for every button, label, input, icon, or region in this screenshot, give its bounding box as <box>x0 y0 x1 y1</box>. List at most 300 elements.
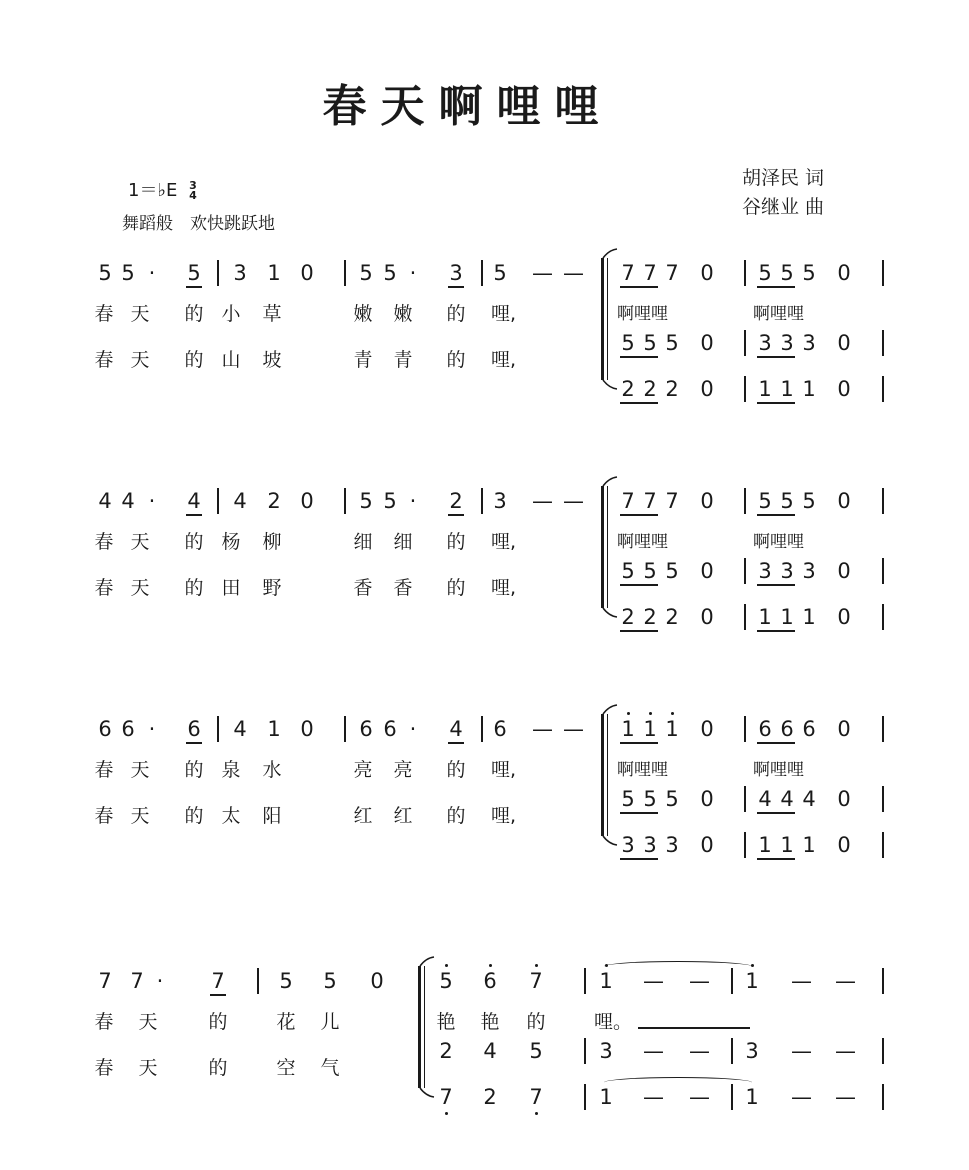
chorus-lower-note: 1 <box>802 377 816 401</box>
chorus-middle-note: 0 <box>700 787 714 811</box>
chorus-lower-note: 0 <box>837 605 851 629</box>
eighth-underline <box>757 402 795 404</box>
chorus-lower-note: 2 <box>483 1085 497 1109</box>
eighth-underline <box>620 286 658 288</box>
melody-note: 0 <box>300 717 314 741</box>
chorus-upper-note: 0 <box>837 489 851 513</box>
chorus-lower-note: 1 <box>745 1085 759 1109</box>
chorus-upper-note: 5 <box>802 489 816 513</box>
barline <box>584 968 586 994</box>
chorus-lower-note: 1 <box>599 1085 613 1109</box>
dotted-note-dot: · <box>148 261 156 285</box>
bracket-curl <box>601 834 621 846</box>
chorus-middle-note: — <box>689 1039 710 1063</box>
high-octave-dot <box>627 712 630 715</box>
chorus-upper-note: 7 <box>665 489 679 513</box>
lyric-char: 天 <box>138 1057 158 1079</box>
lyric-char: 天 <box>130 577 150 599</box>
barline <box>744 604 746 630</box>
eighth-underline <box>620 356 658 358</box>
system-bracket <box>601 714 604 836</box>
system-bracket-line <box>607 714 608 836</box>
system-bracket-line <box>607 258 608 380</box>
bracket-curl <box>601 704 621 716</box>
barline <box>882 376 884 402</box>
lyric-char: 气 <box>320 1057 340 1079</box>
chorus-lower-note: 7 <box>529 1085 543 1109</box>
chorus-lower-note: 7 <box>439 1085 453 1109</box>
lyric-char: 的 <box>446 805 466 827</box>
chorus-lower-note: 2 <box>665 377 679 401</box>
chorus-middle-note: 0 <box>700 331 714 355</box>
time-sig-bottom: 4 <box>189 189 197 202</box>
chorus-upper-note: 0 <box>700 717 714 741</box>
melody-note: 2 <box>449 489 463 513</box>
chorus-middle-note: 5 <box>621 559 635 583</box>
barline <box>217 716 219 742</box>
lyric-char: 的 <box>184 759 204 781</box>
melody-note: 4 <box>233 489 247 513</box>
lyric-char: 细 <box>353 531 373 553</box>
eighth-underline <box>757 514 795 516</box>
melody-note: 6 <box>383 717 397 741</box>
eighth-underline <box>448 514 464 516</box>
key-signature <box>128 176 197 202</box>
lyric-char: 艳 <box>480 1011 500 1033</box>
melody-note: 0 <box>370 969 384 993</box>
lyricist-credit: 胡泽民 词 <box>742 167 825 189</box>
barline <box>731 1084 733 1110</box>
chorus-lower-note: 2 <box>621 377 635 401</box>
bracket-curl <box>601 248 621 260</box>
tie-arc <box>604 1077 752 1088</box>
barline <box>731 1038 733 1064</box>
chorus-lower-note: 2 <box>643 605 657 629</box>
barline <box>882 330 884 356</box>
barline <box>882 786 884 812</box>
chorus-upper-note: 6 <box>780 717 794 741</box>
dotted-note-dot: · <box>409 489 417 513</box>
chorus-upper-note: 7 <box>643 261 657 285</box>
lyric-char: 天 <box>130 303 150 325</box>
chorus-middle-note: 3 <box>780 559 794 583</box>
melody-note: 5 <box>279 969 293 993</box>
melody-note: — <box>563 489 584 513</box>
lyric-char: 杨 <box>221 531 241 553</box>
melody-note: 1 <box>267 717 281 741</box>
lyric-char: 嫩 <box>353 303 373 325</box>
lyric-char: 红 <box>393 805 413 827</box>
chorus-middle-note: 5 <box>643 331 657 355</box>
eighth-underline <box>186 742 202 744</box>
high-octave-dot <box>445 964 448 967</box>
system-bracket <box>418 966 421 1088</box>
barline <box>744 716 746 742</box>
chorus-refrain-lyric: 啊哩哩 <box>753 304 804 324</box>
lyric-char: 山 <box>221 349 241 371</box>
chorus-lower-note: — <box>689 1085 710 1109</box>
chorus-upper-note: 5 <box>439 969 453 993</box>
chorus-lower-note: 1 <box>802 833 816 857</box>
eighth-underline <box>620 858 658 860</box>
chorus-upper-note: — <box>835 969 856 993</box>
chorus-lower-note: 0 <box>700 377 714 401</box>
lyric-char: 青 <box>353 349 373 371</box>
chorus-lower-note: 1 <box>802 605 816 629</box>
eighth-underline <box>186 286 202 288</box>
chorus-middle-note: 0 <box>837 559 851 583</box>
lyric-char: 嫩 <box>393 303 413 325</box>
chorus-middle-note: 0 <box>837 787 851 811</box>
barline <box>344 488 346 514</box>
barline <box>882 558 884 584</box>
chorus-upper-note: 5 <box>758 489 772 513</box>
eighth-underline <box>757 812 795 814</box>
chorus-middle-note: 3 <box>758 559 772 583</box>
chorus-upper-note: 7 <box>621 261 635 285</box>
lyric-char: 柳 <box>262 531 282 553</box>
chorus-lower-note: 1 <box>758 833 772 857</box>
lyric-char: 哩, <box>491 303 517 325</box>
chorus-upper-note: 6 <box>802 717 816 741</box>
lyric-char: 草 <box>262 303 282 325</box>
chorus-refrain-lyric: 啊哩哩 <box>617 760 668 780</box>
chorus-middle-note: 5 <box>643 787 657 811</box>
lyric-char: 空 <box>276 1057 296 1079</box>
song-title: 春天啊哩哩 <box>322 81 613 132</box>
chorus-lower-note: 0 <box>837 377 851 401</box>
chorus-lower-note: — <box>835 1085 856 1109</box>
eighth-underline <box>620 402 658 404</box>
chorus-upper-note: 1 <box>745 969 759 993</box>
low-octave-dot <box>535 1112 538 1115</box>
barline <box>217 488 219 514</box>
lyric-char: 儿 <box>320 1011 340 1033</box>
melody-note: 3 <box>233 261 247 285</box>
chorus-middle-note: 4 <box>780 787 794 811</box>
dotted-note-dot: · <box>156 969 164 993</box>
lyric-char: 春 <box>94 805 114 827</box>
chorus-lower-note: 1 <box>780 605 794 629</box>
high-octave-dot <box>535 964 538 967</box>
lyric-char: 的 <box>184 349 204 371</box>
lyric-char: 哩。 <box>594 1011 633 1033</box>
melody-note: 4 <box>121 489 135 513</box>
chorus-upper-note: 6 <box>483 969 497 993</box>
lyric-char: 的 <box>446 577 466 599</box>
lyric-char: 的 <box>446 531 466 553</box>
chorus-upper-note: — <box>689 969 710 993</box>
chorus-refrain-lyric: 啊哩哩 <box>753 532 804 552</box>
eighth-underline <box>757 630 795 632</box>
barline <box>217 260 219 286</box>
barline <box>584 1084 586 1110</box>
chorus-upper-note: 5 <box>780 489 794 513</box>
dotted-note-dot: · <box>148 489 156 513</box>
bracket-curl <box>418 956 438 968</box>
lyric-char: 春 <box>94 303 114 325</box>
lyric-char: 细 <box>393 531 413 553</box>
barline <box>882 832 884 858</box>
melody-note: 5 <box>187 261 201 285</box>
melody-note: 0 <box>300 489 314 513</box>
barline <box>744 786 746 812</box>
system-bracket-line <box>424 966 425 1088</box>
melody-note: 4 <box>449 717 463 741</box>
chorus-lower-note: 0 <box>700 833 714 857</box>
chorus-middle-note: 3 <box>745 1039 759 1063</box>
melody-note: 5 <box>359 261 373 285</box>
dotted-note-dot: · <box>148 717 156 741</box>
melody-note: — <box>532 489 553 513</box>
chorus-lower-note: — <box>643 1085 664 1109</box>
barline <box>744 488 746 514</box>
system-bracket <box>601 258 604 380</box>
lyric-char: 哩, <box>491 577 517 599</box>
high-octave-dot <box>671 712 674 715</box>
lyric-char: 太 <box>221 805 241 827</box>
melody-note: 4 <box>187 489 201 513</box>
lyric-char: 哩, <box>491 759 517 781</box>
chorus-middle-note: 0 <box>837 331 851 355</box>
barline <box>481 260 483 286</box>
eighth-underline <box>620 630 658 632</box>
bracket-curl <box>601 606 621 618</box>
lyric-char: 野 <box>262 577 282 599</box>
chorus-lower-note: 1 <box>758 605 772 629</box>
chorus-middle-note: 3 <box>758 331 772 355</box>
melody-note: 5 <box>493 261 507 285</box>
chorus-upper-note: 7 <box>665 261 679 285</box>
lyric-char: 的 <box>184 303 204 325</box>
eighth-underline <box>620 584 658 586</box>
chorus-middle-note: 5 <box>643 559 657 583</box>
chorus-lower-note: 0 <box>700 605 714 629</box>
barline <box>882 716 884 742</box>
lyric-char: 的 <box>526 1011 546 1033</box>
bracket-curl <box>601 476 621 488</box>
melody-note: 6 <box>493 717 507 741</box>
lyric-char: 阳 <box>262 805 282 827</box>
chorus-lower-note: 2 <box>621 605 635 629</box>
lyric-char: 的 <box>184 577 204 599</box>
chorus-lower-note: 0 <box>837 833 851 857</box>
time-signature <box>189 181 197 201</box>
chorus-middle-note: 4 <box>483 1039 497 1063</box>
barline <box>744 330 746 356</box>
chorus-upper-note: 1 <box>643 717 657 741</box>
chorus-lower-note: 3 <box>643 833 657 857</box>
time-sig-top: 3 <box>189 179 197 192</box>
barline <box>257 968 259 994</box>
lyric-char: 的 <box>446 303 466 325</box>
chorus-middle-note: 3 <box>802 331 816 355</box>
lyric-char: 春 <box>94 349 114 371</box>
chorus-upper-note: 7 <box>643 489 657 513</box>
lyric-char: 天 <box>130 349 150 371</box>
barline <box>882 968 884 994</box>
barline <box>882 260 884 286</box>
lyric-char: 哩, <box>491 349 517 371</box>
lyric-char: 香 <box>393 577 413 599</box>
lyric-char: 春 <box>94 759 114 781</box>
lyric-char: 的 <box>184 531 204 553</box>
chorus-middle-note: 5 <box>529 1039 543 1063</box>
chorus-refrain-lyric: 啊哩哩 <box>753 760 804 780</box>
barline <box>481 716 483 742</box>
eighth-underline <box>186 514 202 516</box>
chorus-upper-note: — <box>643 969 664 993</box>
lyric-char: 天 <box>130 805 150 827</box>
melody-note: 5 <box>323 969 337 993</box>
eighth-underline <box>757 286 795 288</box>
lyric-char: 香 <box>353 577 373 599</box>
melody-note: 6 <box>121 717 135 741</box>
melody-note: — <box>563 261 584 285</box>
lyric-char: 青 <box>393 349 413 371</box>
chorus-lower-note: — <box>791 1085 812 1109</box>
chorus-upper-note: 7 <box>529 969 543 993</box>
lyric-char: 春 <box>94 531 114 553</box>
eighth-underline <box>210 994 226 996</box>
barline <box>744 376 746 402</box>
melody-note: 6 <box>98 717 112 741</box>
chorus-middle-note: 3 <box>780 331 794 355</box>
chorus-upper-note: 1 <box>665 717 679 741</box>
melody-note: 7 <box>98 969 112 993</box>
lyric-char: 的 <box>446 759 466 781</box>
chorus-upper-note: 5 <box>780 261 794 285</box>
lyric-char: 的 <box>446 349 466 371</box>
melody-note: 5 <box>98 261 112 285</box>
chorus-lower-note: 2 <box>643 377 657 401</box>
chorus-upper-note: — <box>791 969 812 993</box>
lyric-char: 艳 <box>436 1011 456 1033</box>
barline <box>744 558 746 584</box>
melody-note: 5 <box>383 261 397 285</box>
eighth-underline <box>757 858 795 860</box>
melody-note: 4 <box>98 489 112 513</box>
bracket-curl <box>418 1086 438 1098</box>
melody-note: 5 <box>121 261 135 285</box>
key-label: 1＝♭E <box>128 180 178 201</box>
eighth-underline <box>757 584 795 586</box>
composer-credit: 谷继业 曲 <box>742 196 825 218</box>
lyric-char: 花 <box>276 1011 296 1033</box>
chorus-middle-note: — <box>835 1039 856 1063</box>
barline <box>481 488 483 514</box>
chorus-upper-note: 5 <box>802 261 816 285</box>
low-octave-dot <box>445 1112 448 1115</box>
chorus-lower-note: 3 <box>665 833 679 857</box>
melody-note: — <box>563 717 584 741</box>
chorus-upper-note: 0 <box>837 717 851 741</box>
chorus-lower-note: 1 <box>758 377 772 401</box>
barline <box>882 1038 884 1064</box>
chorus-upper-note: 5 <box>758 261 772 285</box>
bracket-curl <box>601 378 621 390</box>
melody-note: 4 <box>233 717 247 741</box>
chorus-middle-note: 5 <box>621 331 635 355</box>
lyric-char: 春 <box>94 1057 114 1079</box>
chorus-middle-note: 5 <box>665 787 679 811</box>
barline <box>344 260 346 286</box>
eighth-underline <box>448 742 464 744</box>
lyric-char: 田 <box>221 577 241 599</box>
lyric-char: 小 <box>221 303 241 325</box>
lyric-char: 天 <box>138 1011 158 1033</box>
chorus-upper-note: 1 <box>599 969 613 993</box>
melody-note: 3 <box>493 489 507 513</box>
chorus-lower-note: 3 <box>621 833 635 857</box>
chorus-refrain-lyric: 啊哩哩 <box>617 304 668 324</box>
chorus-middle-note: 4 <box>758 787 772 811</box>
melody-note: 0 <box>300 261 314 285</box>
melody-note: 1 <box>267 261 281 285</box>
chorus-lower-note: 1 <box>780 377 794 401</box>
barline <box>744 260 746 286</box>
eighth-underline <box>620 742 658 744</box>
system-bracket-line <box>607 486 608 608</box>
chorus-refrain-lyric: 啊哩哩 <box>617 532 668 552</box>
dotted-note-dot: · <box>409 717 417 741</box>
barline <box>344 716 346 742</box>
lyric-char: 哩, <box>491 531 517 553</box>
chorus-middle-note: 2 <box>439 1039 453 1063</box>
chorus-upper-note: 1 <box>621 717 635 741</box>
chorus-middle-note: 4 <box>802 787 816 811</box>
melody-note: 6 <box>359 717 373 741</box>
lyric-char: 天 <box>130 759 150 781</box>
lyric-char: 的 <box>184 805 204 827</box>
lyric-char: 红 <box>353 805 373 827</box>
lyric-char: 天 <box>130 531 150 553</box>
chorus-middle-note: — <box>643 1039 664 1063</box>
chorus-middle-note: 3 <box>802 559 816 583</box>
lyric-char: 哩, <box>491 805 517 827</box>
lyric-char: 春 <box>94 577 114 599</box>
chorus-middle-note: 3 <box>599 1039 613 1063</box>
tempo-marking: 舞蹈般 欢快跳跃地 <box>122 214 275 234</box>
chorus-upper-note: 7 <box>621 489 635 513</box>
chorus-middle-note: 5 <box>665 331 679 355</box>
melody-note: 7 <box>211 969 225 993</box>
system-bracket <box>601 486 604 608</box>
chorus-middle-note: 5 <box>621 787 635 811</box>
melody-note: 7 <box>130 969 144 993</box>
chorus-middle-note: 5 <box>665 559 679 583</box>
eighth-underline <box>448 286 464 288</box>
eighth-underline <box>620 514 658 516</box>
barline <box>584 1038 586 1064</box>
chorus-middle-note: — <box>791 1039 812 1063</box>
lyric-char: 泉 <box>221 759 241 781</box>
high-octave-dot <box>489 964 492 967</box>
chorus-lower-note: 2 <box>665 605 679 629</box>
chorus-upper-note: 0 <box>700 261 714 285</box>
barline <box>882 1084 884 1110</box>
lyric-char: 亮 <box>353 759 373 781</box>
lyric-char: 水 <box>262 759 282 781</box>
eighth-underline <box>757 356 795 358</box>
lyric-char: 坡 <box>262 349 282 371</box>
melody-note: 6 <box>187 717 201 741</box>
chorus-upper-note: 0 <box>700 489 714 513</box>
chorus-lower-note: 1 <box>780 833 794 857</box>
barline <box>882 604 884 630</box>
held-note-line <box>638 1027 750 1029</box>
chorus-upper-note: 6 <box>758 717 772 741</box>
